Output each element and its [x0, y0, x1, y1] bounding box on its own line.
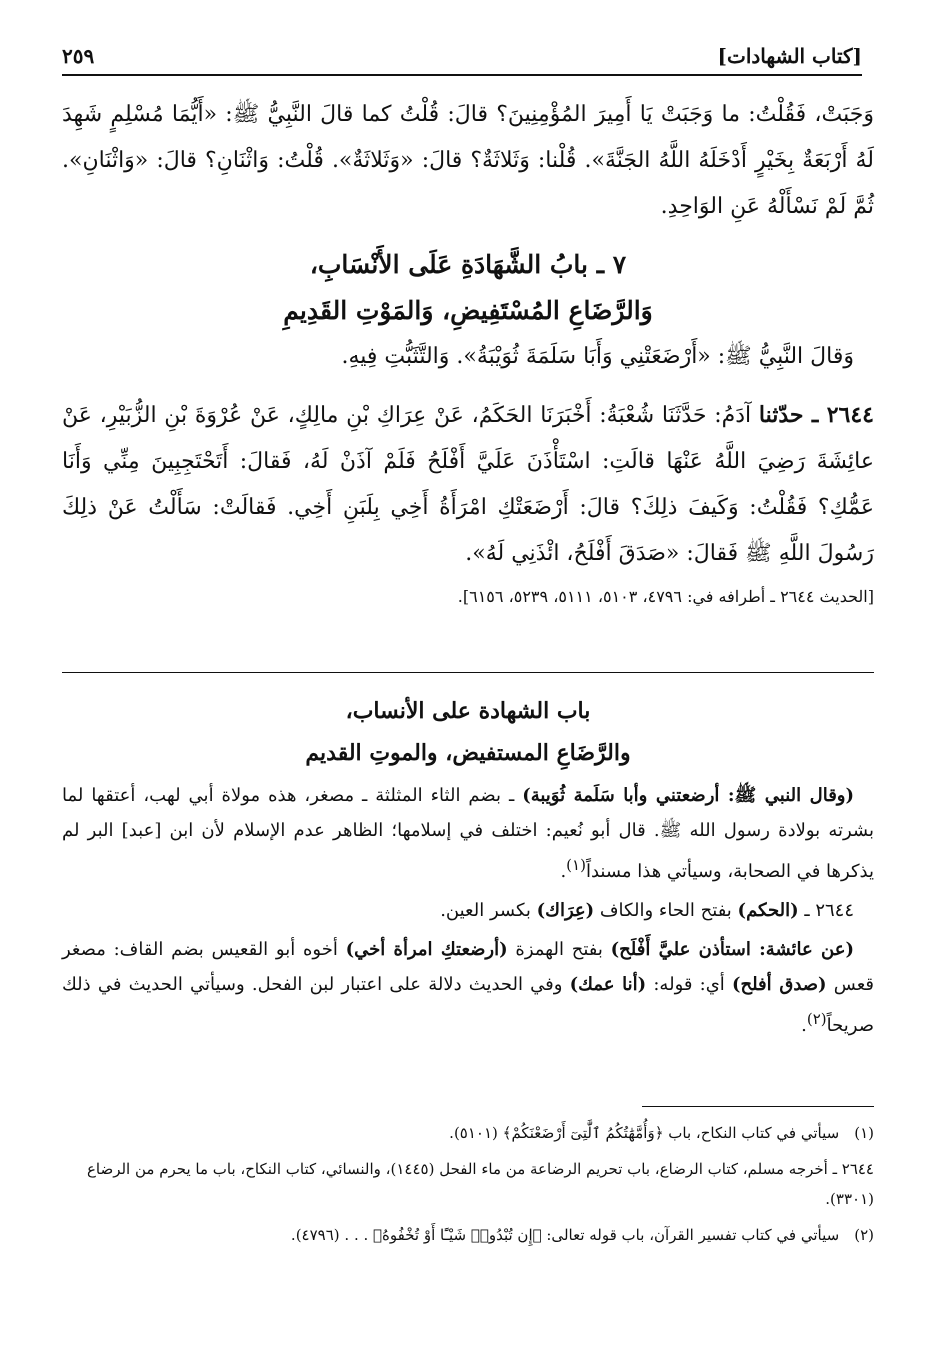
chapter-title-line1: ٧ ـ بابُ الشَّهَادَةِ عَلَى الأَنْسَابِ،	[309, 250, 627, 279]
page-header	[62, 30, 862, 76]
footnote-text: أخرجه مسلم، كتاب الرضاع، باب تحريم الرضاعة من ماء الفحل (١٤٤٥)، والنسائي، كتاب النكاح، باب ما يحرم من الرضاع (٣٣٠١).	[86, 1160, 874, 1208]
commentary-paragraph-1	[62, 778, 874, 889]
commentary-text: أخوه أبو القعيس بضم القاف: مصغر قعس	[62, 939, 874, 995]
hadith-text: آدَمُ: حَدَّثَنَا شُعْبَةُ: أَخْبَرَنَا الحَكَمُ، عَنْ عِرَاكِ بْنِ مالِكٍ، عَنْ عُرْوَةَ بْنِ الزُّبَيْرِ، عَنْ عائِشَةَ رَضِيَ اللَّهُ عَنْهَا قالَتِ: اسْتَأْذَنَ عَلَيَّ أَفْلَحُ فَلَمْ آذَنْ لَهُ، فَقالَ: أَتَحْتَجِبِينَ مِنِّي وَأَنَا عَمُّكِ؟ فَقُلْتُ: وَكَيفَ ذلِكَ؟ قالَ: أَرْضَعَتْكِ امْرَأَةُ أَخِي بِلَبَنِ أَخِي. فَقالَتْ: سَأَلْتُ عَنْ ذلِكَ رَسُولَ اللَّهِ ﷺ فَقالَ: «صَدَقَ أَفْلَحُ، ائْذَنِي لَهُ».	[62, 403, 874, 566]
commentary-paragraph-3	[62, 932, 874, 1043]
quoted-phrase: (أرضعتكِ امرأة أخي)	[345, 939, 508, 960]
footnote-number: (٢)	[854, 1226, 874, 1244]
chapter-subtext: وَقالَ النَّبِيُّ ﷺ: «أَرْضَعَتْنِي وَأَبَا سَلَمَةَ ثُوَيْبَةُ». وَالتَّثَبُّتِ فِيهِ.	[341, 344, 854, 369]
commentary-text: أي: قوله:	[646, 974, 732, 995]
page-number: ٢٥٩	[62, 44, 95, 68]
commentary-text: .	[801, 1015, 807, 1036]
quoted-phrase: (عِرَاك)	[536, 900, 595, 921]
intro-paragraph: وَجَبَتْ، فَقُلْتُ: ما وَجَبَتْ يَا أَمِيرَ المُؤْمِنِينَ؟ قالَ: قُلْتُ كما قالَ النَّبِيُّ ﷺ: «أَيُّمَا مُسْلِمٍ شَهِدَ لَهُ أَرْبَعَةٌ بِخَيْرٍ أَدْخَلَهُ اللَّهُ الجَنَّةَ». قُلْنا: وَثَلاثَةٌ؟ قالَ: «وَثَلاثَةٌ». قُلْتُ: وَاثْنَانِ؟ قالَ: «وَاثْنَانِ». ثُمَّ لَمْ نَسْأَلْهُ عَنِ الوَاحِدِ.	[62, 102, 874, 219]
section-divider	[62, 672, 874, 673]
quoted-phrase: (عن عائشة: استأذن عليَّ أَفْلَح)	[610, 939, 854, 960]
footnote	[62, 1118, 874, 1148]
quoted-phrase: (وقال النبي ﷺ: أرضعتني وأبا سَلَمة ثُوَيبة)	[522, 785, 855, 806]
footnote-number: (١)	[854, 1124, 874, 1142]
footnote-divider	[642, 1106, 874, 1107]
footnote-text: سيأتي في كتاب تفسير القرآن، باب قوله تعالى: ﴿إِن تُبْدُوا۟ شَيْـًٔا أَوْ تُخْفُوهُ﴾ . . . (٤٧٩٦).	[290, 1226, 840, 1244]
footnote-ref: (١)	[566, 856, 586, 874]
hadith-number: ٢٦٤٤ ـ حدّثنا	[758, 402, 874, 428]
commentary	[62, 690, 874, 1043]
footnote	[62, 1220, 874, 1250]
footnote-number: ٢٦٤٤ ـ	[832, 1160, 874, 1178]
main-text	[62, 92, 874, 606]
commentary-title-line2: والرَّضَاعِ المستفيض، والموتِ القديم	[305, 740, 631, 766]
hadith-number: ٢٦٤٤ ـ	[798, 900, 854, 921]
quoted-phrase: (أنا عمك)	[569, 974, 647, 995]
commentary-title-line1: باب الشهادة على الأنساب،	[345, 698, 591, 724]
commentary-text: بفتح الحاء والكاف	[594, 900, 738, 921]
hadith-source: [الحديث ٢٦٤٤ ـ أطرافه في: ٤٧٩٦، ٥١٠٣، ٥١١١، ٥٢٣٩، ٦١٥٦].	[457, 587, 874, 606]
commentary-text: وفي الحديث دلالة على اعتبار لبن الفحل. وسيأتي الحديث في ذلك صريحاً	[62, 974, 874, 1036]
footnote-text: سيأتي في كتاب النكاح، باب ﴿وَأُمَّهَٰتُكُمُ ٱلَّٰتِىٓ أَرْضَعْنَكُمْ﴾ (٥١٠١).	[449, 1124, 840, 1142]
hadith-paragraph	[62, 392, 874, 577]
commentary-paragraph-2	[62, 893, 874, 928]
quoted-phrase: (صدق أفلح)	[731, 974, 827, 995]
footnote-ref: (٢)	[806, 1010, 827, 1028]
footnotes	[62, 1118, 874, 1256]
commentary-text: بفتح الهمزة	[507, 939, 611, 960]
footnote	[62, 1154, 874, 1214]
commentary-text: ـ بضم الثاء المثلثة ـ مصغر، هذه مولاة أبي لهب، أعتقها لما بشرته بولادة رسول الله ﷺ. قال أبو نُعيم: اختلف في إسلامها؛ الظاهر عدم الإسلام لأن ابن [عبد] البر لم يذكرها في الصحابة، وسيأتي هذا مسنداً	[62, 785, 874, 882]
commentary-text: .	[560, 861, 567, 882]
chapter-title-line2: وَالرَّضَاعِ المُسْتَفِيضِ، وَالمَوْتِ القَدِيمِ	[283, 296, 653, 325]
quoted-phrase: (الحكم)	[737, 900, 799, 921]
running-title: [كتاب الشهادات]	[717, 44, 862, 68]
commentary-text: بكسر العين.	[440, 900, 537, 921]
